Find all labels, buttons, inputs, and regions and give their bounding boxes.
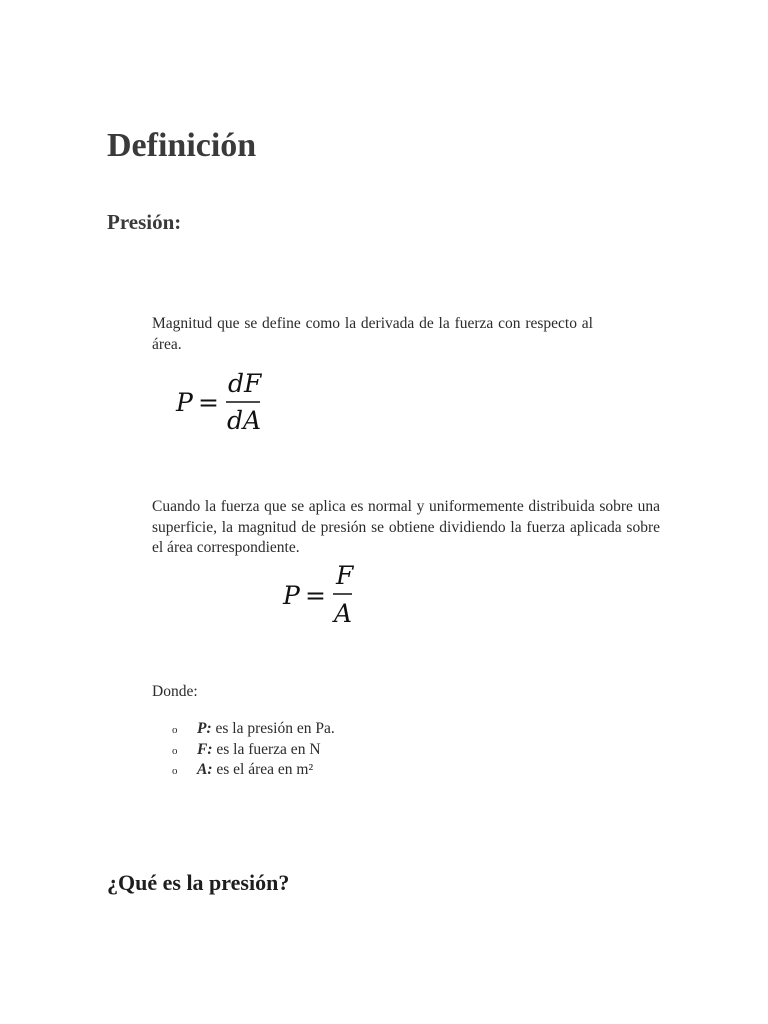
definition-symbol: F: [197,740,213,758]
definition-symbol: A: [197,761,213,778]
bullet-circle-icon: o [172,724,178,736]
section-title: Definición [107,127,257,164]
formula-2-numerator: F [336,561,354,590]
subtitle-presion: Presión: [107,210,182,234]
formula-1-lhs: P [176,388,193,417]
formula-2-denominator: A [334,599,353,628]
bullet-circle-icon: o [172,744,178,757]
definition-text: es la fuerza en N [212,740,321,758]
donde-label: Donde: [152,683,198,700]
definitions-list [172,719,335,781]
list-item [172,740,335,761]
definition-text: es la presión en Pa. [211,720,335,737]
bullet-circle-icon: o [172,765,178,777]
formula-2-lhs: P [283,581,300,610]
paragraph-uniform-force: Cuando la fuerza que se aplica es normal y uniformemente distribuida sobre una superficie, la magnitud de presión se obtiene dividiendo la fuerza aplicada sobre el área correspondiente. [152,498,660,556]
heading-que-es-presion: ¿Qué es la presión? [107,870,290,895]
formula-force-area [280,562,370,632]
formula-1-denominator: dA [227,406,262,435]
formula-1-equals: = [198,388,219,417]
formula-1-numerator: dF [228,369,262,398]
definition-text: es el área en m² [212,761,314,778]
formula-derivative [172,368,272,438]
formula-2-equals: = [305,581,326,610]
definition-symbol: P: [197,720,212,737]
paragraph-definition: Magnitud que se define como la derivada de la fuerza con respecto al área. [152,315,593,353]
list-item [172,719,335,740]
list-item [172,760,335,781]
